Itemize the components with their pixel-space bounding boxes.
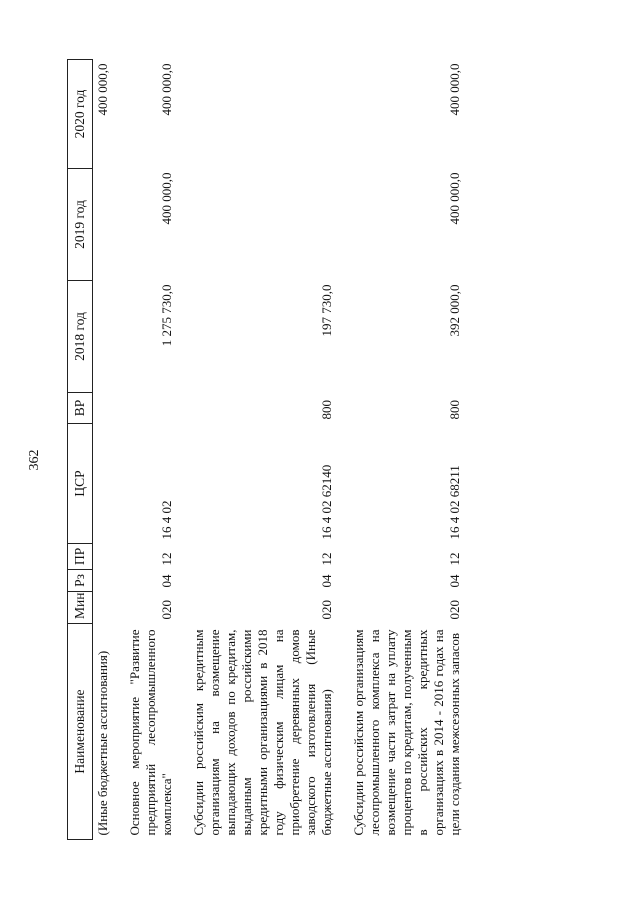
table-header-row <box>68 60 93 840</box>
row-min: 020 <box>319 600 334 620</box>
budget-table-rotated <box>67 60 605 840</box>
budget-table <box>67 59 465 840</box>
header-vr: ВР <box>68 393 93 424</box>
header-2018: 2018 год <box>68 281 93 393</box>
row-2018: 1 275 730,0 <box>159 284 174 347</box>
row-vr: 800 <box>447 400 462 420</box>
row-2020: 400 000,0 <box>447 63 462 116</box>
row-min: 020 <box>447 600 462 620</box>
header-pr: ПР <box>68 544 93 570</box>
row-2019 <box>189 169 337 281</box>
row-rz <box>93 570 114 592</box>
header-2020: 2020 год <box>68 60 93 169</box>
row-csr: 16 4 02 <box>159 500 174 540</box>
table-row <box>93 60 114 840</box>
row-2020: 400 000,0 <box>95 63 110 116</box>
row-min <box>93 592 114 624</box>
header-name: Наименование <box>68 624 93 840</box>
row-name: Субсидии российским организациям лесопромышленного комплекса на возмещение части затрат на уплату процентов по кредитам, полученным в российских кредитных организациях в 2014 - 2016 годах на цели создания межсезонных запасов <box>351 629 462 836</box>
row-vr <box>93 393 114 424</box>
row-pr: 12 <box>447 552 462 566</box>
row-2020: 400 000,0 <box>159 63 174 116</box>
row-2018: 197 730,0 <box>319 284 334 337</box>
row-csr: 16 4 02 68211 <box>447 465 462 540</box>
row-pr: 12 <box>159 552 174 566</box>
row-2018: 392 000,0 <box>447 284 462 337</box>
row-rz: 04 <box>319 574 334 588</box>
row-csr <box>93 424 114 544</box>
table-row <box>189 60 337 840</box>
row-vr: 800 <box>319 400 334 420</box>
row-pr <box>93 544 114 570</box>
row-2020 <box>189 60 337 169</box>
row-pr: 12 <box>319 552 334 566</box>
header-csr: ЦСР <box>68 424 93 544</box>
row-name: Основное мероприятие "Развитие предприятий лесопромышленного комплекса" <box>127 629 174 836</box>
row-rz: 04 <box>159 574 174 588</box>
row-name: (Иные бюджетные ассигнования) <box>95 650 110 836</box>
table-row <box>349 60 465 840</box>
header-min: Мин <box>68 592 93 624</box>
row-rz: 04 <box>447 574 462 588</box>
header-2019: 2019 год <box>68 169 93 281</box>
page-number: 362 <box>27 449 42 471</box>
header-rz: Рз <box>68 570 93 592</box>
row-2019 <box>93 169 114 281</box>
row-2019: 400 000,0 <box>159 172 174 225</box>
row-vr <box>125 393 177 424</box>
table-row <box>125 60 177 840</box>
row-2018 <box>93 281 114 393</box>
row-csr: 16 4 02 62140 <box>319 464 334 540</box>
row-min: 020 <box>159 600 174 620</box>
row-name: Субсидии российским кредитным организациям на возмещение выпадающих доходов по кредитам, выданным российскими кредитными организациями в 2018 году физическим лицам на приобретение деревянных домов заводского изготовления (Иные бюджетные ассигнования) <box>191 629 334 836</box>
row-2019: 400 000,0 <box>447 172 462 225</box>
